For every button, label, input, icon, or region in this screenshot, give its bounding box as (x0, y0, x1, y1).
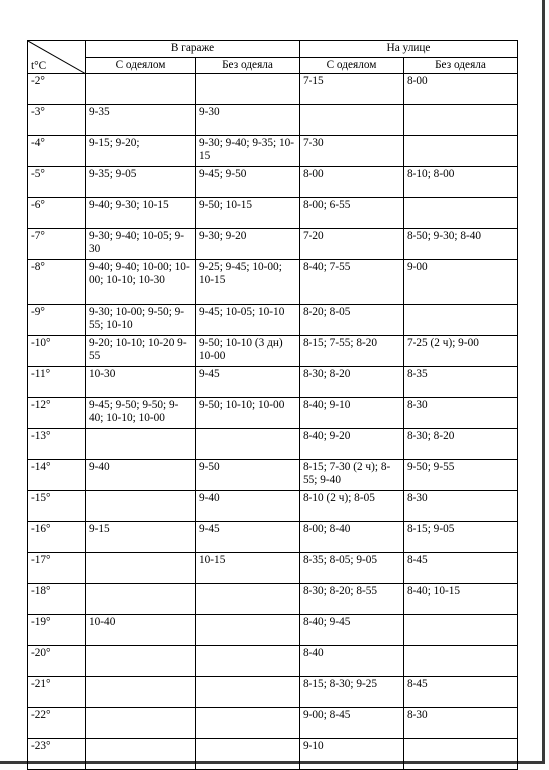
street-without-blanket-header: Без одеяла (404, 58, 518, 74)
table-row (28, 367, 518, 398)
table-row (28, 491, 518, 522)
street-without-blanket-cell: 8-30 (404, 398, 518, 429)
table-row (28, 522, 518, 553)
street-without-blanket-cell (404, 198, 518, 229)
garage-with-blanket-cell: 9-35; 9-05 (86, 167, 196, 198)
street-with-blanket-cell: 8-30; 8-20; 8-55 (300, 584, 404, 615)
unit-label: t°C (31, 59, 47, 72)
temperature-cell: -23° (28, 739, 86, 770)
street-with-blanket-cell: 8-40; 9-20 (300, 429, 404, 460)
garage-without-blanket-cell: 9-40 (196, 491, 300, 522)
temperature-cell: -4° (28, 136, 86, 167)
table-row (28, 584, 518, 615)
temperature-cell: -22° (28, 708, 86, 739)
street-with-blanket-cell (300, 105, 404, 136)
street-with-blanket-cell: 8-15; 7-30 (2 ч); 8-55; 9-40 (300, 460, 404, 491)
street-with-blanket-cell: 8-35; 8-05; 9-05 (300, 553, 404, 584)
garage-with-blanket-cell (86, 739, 196, 770)
table-row (28, 615, 518, 646)
garage-without-blanket-cell (196, 584, 300, 615)
garage-with-blanket-cell: 9-20; 10-10; 10-20 9-55 (86, 336, 196, 367)
garage-with-blanket-cell (86, 677, 196, 708)
temperature-cell: -16° (28, 522, 86, 553)
temperature-cell: -7° (28, 229, 86, 260)
street-with-blanket-cell: 7-15 (300, 74, 404, 105)
table-row (28, 167, 518, 198)
header-row-2 (28, 58, 518, 74)
street-without-blanket-cell: 8-30; 8-20 (404, 429, 518, 460)
temperature-cell: -2° (28, 74, 86, 105)
garage-with-blanket-cell: 10-40 (86, 615, 196, 646)
garage-with-blanket-cell (86, 429, 196, 460)
header-row-1 (28, 41, 518, 58)
garage-header: В гараже (86, 41, 300, 58)
street-without-blanket-cell: 7-25 (2 ч); 9-00 (404, 336, 518, 367)
table-row (28, 336, 518, 367)
table-row (28, 198, 518, 229)
temperature-cell: -5° (28, 167, 86, 198)
garage-without-blanket-cell (196, 739, 300, 770)
street-without-blanket-cell: 8-45 (404, 553, 518, 584)
street-without-blanket-cell: 8-15; 9-05 (404, 522, 518, 553)
garage-without-blanket-cell: 9-30 (196, 105, 300, 136)
table-row (28, 74, 518, 105)
garage-with-blanket-cell: 9-40; 9-30; 10-15 (86, 198, 196, 229)
garage-with-blanket-cell (86, 491, 196, 522)
garage-without-blanket-cell: 10-15 (196, 553, 300, 584)
temperature-cell: -14° (28, 460, 86, 491)
table-body (28, 74, 518, 770)
street-without-blanket-cell: 9-50; 9-55 (404, 460, 518, 491)
temperature-cell: -21° (28, 677, 86, 708)
table-row (28, 305, 518, 336)
garage-without-blanket-cell (196, 646, 300, 677)
street-with-blanket-cell: 7-20 (300, 229, 404, 260)
garage-with-blanket-cell: 9-15 (86, 522, 196, 553)
garage-without-blanket-cell (196, 74, 300, 105)
temperature-cell: -6° (28, 198, 86, 229)
garage-without-blanket-header: Без одеяла (196, 58, 300, 74)
garage-with-blanket-cell: 9-45; 9-50; 9-50; 9-40; 10-10; 10-00 (86, 398, 196, 429)
garage-with-blanket-cell: 10-30 (86, 367, 196, 398)
street-without-blanket-cell: 9-00 (404, 260, 518, 305)
garage-without-blanket-cell: 9-30; 9-20 (196, 229, 300, 260)
garage-with-blanket-header: С одеялом (86, 58, 196, 74)
garage-without-blanket-cell: 9-30; 9-40; 9-35; 10-15 (196, 136, 300, 167)
street-with-blanket-cell: 8-40; 7-55 (300, 260, 404, 305)
garage-with-blanket-cell (86, 584, 196, 615)
garage-without-blanket-cell: 9-50; 10-10 (3 дн) 10-00 (196, 336, 300, 367)
temperature-time-table (27, 40, 518, 770)
table-row (28, 429, 518, 460)
table-row (28, 136, 518, 167)
garage-without-blanket-cell (196, 708, 300, 739)
street-without-blanket-cell (404, 305, 518, 336)
table-row (28, 739, 518, 770)
street-with-blanket-cell: 9-00; 8-45 (300, 708, 404, 739)
garage-with-blanket-cell: 9-30; 10-00; 9-50; 9-55; 10-10 (86, 305, 196, 336)
street-with-blanket-cell: 8-10 (2 ч); 8-05 (300, 491, 404, 522)
street-without-blanket-cell (404, 615, 518, 646)
street-with-blanket-cell: 8-15; 8-30; 9-25 (300, 677, 404, 708)
street-with-blanket-header: С одеялом (300, 58, 404, 74)
corner-cell (28, 41, 86, 74)
table-row (28, 260, 518, 305)
garage-with-blanket-cell (86, 553, 196, 584)
table-row (28, 677, 518, 708)
table-row (28, 398, 518, 429)
street-with-blanket-cell: 8-20; 8-05 (300, 305, 404, 336)
garage-without-blanket-cell: 9-45 (196, 522, 300, 553)
street-with-blanket-cell: 9-10 (300, 739, 404, 770)
garage-without-blanket-cell: 9-45; 9-50 (196, 167, 300, 198)
temperature-cell: -13° (28, 429, 86, 460)
street-without-blanket-cell: 8-35 (404, 367, 518, 398)
garage-with-blanket-cell: 9-35 (86, 105, 196, 136)
street-without-blanket-cell: 8-30 (404, 491, 518, 522)
garage-with-blanket-cell: 9-15; 9-20; (86, 136, 196, 167)
temperature-cell: -18° (28, 584, 86, 615)
street-with-blanket-cell: 8-15; 7-55; 8-20 (300, 336, 404, 367)
temperature-cell: -17° (28, 553, 86, 584)
temperature-cell: -8° (28, 260, 86, 305)
street-with-blanket-cell: 8-40; 9-45 (300, 615, 404, 646)
street-with-blanket-cell: 7-30 (300, 136, 404, 167)
temperature-cell: -3° (28, 105, 86, 136)
street-with-blanket-cell: 8-30; 8-20 (300, 367, 404, 398)
garage-without-blanket-cell: 9-50; 10-15 (196, 198, 300, 229)
temperature-cell: -10° (28, 336, 86, 367)
street-without-blanket-cell (404, 739, 518, 770)
street-without-blanket-cell: 8-50; 9-30; 8-40 (404, 229, 518, 260)
street-without-blanket-cell (404, 105, 518, 136)
street-without-blanket-cell: 8-00 (404, 74, 518, 105)
table-row (28, 229, 518, 260)
garage-with-blanket-cell (86, 74, 196, 105)
garage-without-blanket-cell (196, 677, 300, 708)
table-row (28, 553, 518, 584)
street-without-blanket-cell (404, 136, 518, 167)
table-row (28, 646, 518, 677)
table-row (28, 460, 518, 491)
garage-with-blanket-cell (86, 646, 196, 677)
street-without-blanket-cell (404, 646, 518, 677)
garage-with-blanket-cell (86, 708, 196, 739)
street-with-blanket-cell: 8-40 (300, 646, 404, 677)
table-row (28, 105, 518, 136)
street-with-blanket-cell: 8-00; 6-55 (300, 198, 404, 229)
temperature-cell: -15° (28, 491, 86, 522)
garage-without-blanket-cell (196, 615, 300, 646)
street-without-blanket-cell: 8-30 (404, 708, 518, 739)
temperature-cell: -9° (28, 305, 86, 336)
temperature-cell: -19° (28, 615, 86, 646)
garage-without-blanket-cell: 9-50 (196, 460, 300, 491)
street-with-blanket-cell: 8-00 (300, 167, 404, 198)
garage-with-blanket-cell: 9-30; 9-40; 10-05; 9-30 (86, 229, 196, 260)
garage-without-blanket-cell: 9-50; 10-10; 10-00 (196, 398, 300, 429)
garage-without-blanket-cell: 9-45 (196, 367, 300, 398)
garage-without-blanket-cell: 9-25; 9-45; 10-00; 10-15 (196, 260, 300, 305)
garage-without-blanket-cell: 9-45; 10-05; 10-10 (196, 305, 300, 336)
street-without-blanket-cell: 8-45 (404, 677, 518, 708)
temperature-cell: -12° (28, 398, 86, 429)
street-with-blanket-cell: 8-00; 8-40 (300, 522, 404, 553)
garage-with-blanket-cell: 9-40; 9-40; 10-00; 10-00; 10-10; 10-30 (86, 260, 196, 305)
garage-with-blanket-cell: 9-40 (86, 460, 196, 491)
garage-without-blanket-cell (196, 429, 300, 460)
table-row (28, 708, 518, 739)
temperature-cell: -11° (28, 367, 86, 398)
street-without-blanket-cell: 8-40; 10-15 (404, 584, 518, 615)
street-with-blanket-cell: 8-40; 9-10 (300, 398, 404, 429)
temperature-cell: -20° (28, 646, 86, 677)
street-header: На улице (300, 41, 518, 58)
street-without-blanket-cell: 8-10; 8-00 (404, 167, 518, 198)
